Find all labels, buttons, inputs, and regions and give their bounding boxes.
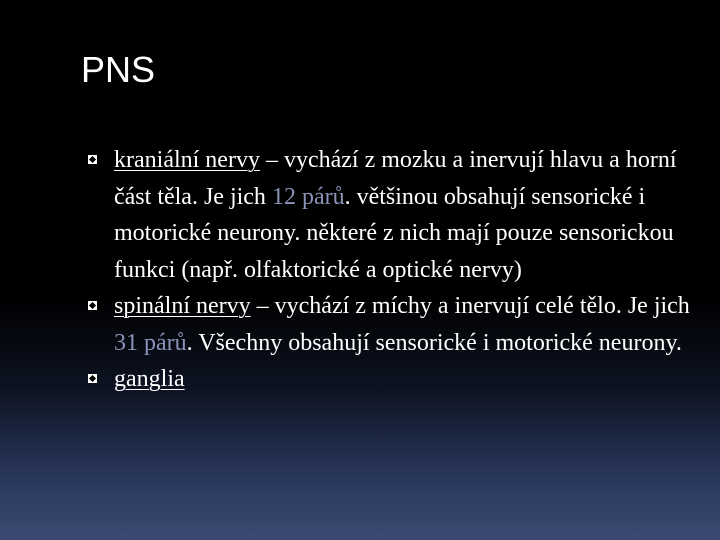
count-highlight: 12 párů (271, 183, 345, 210)
square-bullet-icon (88, 301, 97, 310)
bullet-item-spinal-nerves (88, 288, 698, 361)
bullet-text: – vychází z míchy a inervují celé tělo. Je jich (250, 293, 690, 319)
bullet-text: – vychází z mozku a inervují hlavu a horní část těla. Je jich (114, 147, 677, 210)
bullet-text: . většinou obsahují sensorické i motorické neurony. některé z nich mají pouze sensorickou funkci (např. olfaktorické a optické nervy) (114, 183, 674, 283)
bullet-list (88, 142, 698, 398)
count-highlight: 31 párů (114, 329, 187, 356)
bullet-item-cranial-nerves (88, 142, 698, 288)
term-link[interactable]: spinální nervy (114, 293, 251, 319)
term-link[interactable]: ganglia (114, 366, 185, 392)
term-link[interactable]: kraniální nervy (114, 147, 260, 173)
bullet-text: . Všechny obsahují sensorické i motorické neurony. (186, 329, 682, 356)
slide-title: PNS (81, 49, 156, 90)
square-bullet-icon (88, 155, 97, 164)
square-bullet-icon (88, 374, 97, 383)
bullet-item-ganglia (88, 361, 698, 398)
